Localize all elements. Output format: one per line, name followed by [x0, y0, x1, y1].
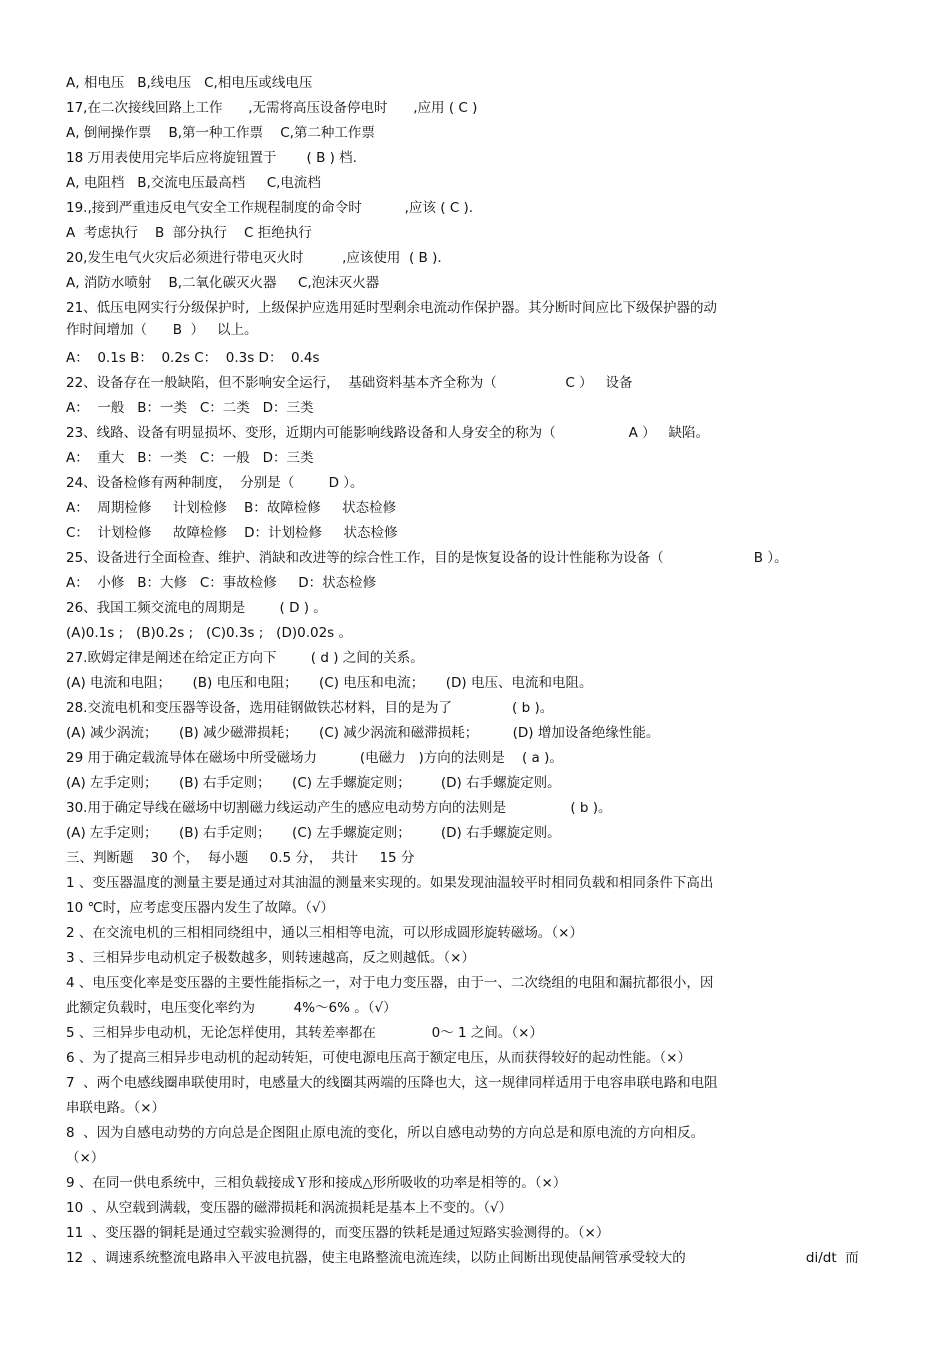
- text-line: A： 0.1s B： 0.2s C： 0.3s D： 0.4s: [66, 350, 320, 366]
- text-line: A： 周期检修 计划检修 B：故障检修 状态检修: [66, 500, 397, 516]
- text-line: (A) 左手定则； (B) 右手定则； (C) 左手螺旋定则； (D) 右手螺旋定则。: [66, 775, 561, 791]
- text-line: （×）: [66, 1150, 105, 1166]
- text-line: 5 、三相异步电动机，无论怎样使用，其转差率都在 0～ 1 之间。（×）: [66, 1025, 543, 1041]
- text-line: 12 、调速系统整流电路串入平波电抗器，使主电路整流电流连续，以防止间断出现使晶闸管承受较大的 di/dt 而: [66, 1250, 859, 1266]
- text-line: A, 倒闸操作票 B,第一种工作票 C,第二种工作票: [66, 125, 375, 141]
- text-line: 20,发生电气火灾后必须进行带电灭火时 ,应该使用 ( B ).: [66, 250, 442, 266]
- text-line: (A)0.1s ; (B)0.2s ; (C)0.3s ; (D)0.02s 。: [66, 625, 352, 641]
- text-line: A, 相电压 B,线电压 C,相电压或线电压: [66, 75, 313, 91]
- text-line: A： 重大 B：一类 C：一般 D：三类: [66, 450, 314, 466]
- text-line: 11 、变压器的铜耗是通过空载实验测得的，而变压器的铁耗是通过短路实验测得的。（×）: [66, 1225, 610, 1241]
- text-line: 10 、从空载到满载，变压器的磁滞损耗和涡流损耗是基本上不变的。（√）: [66, 1200, 513, 1216]
- text-line: 3 、三相异步电动机定子极数越多，则转速越高，反之则越低。（×）: [66, 950, 475, 966]
- text-line: 2 、在交流电机的三相相同绕组中，通以三相相等电流，可以形成圆形旋转磁场。（×）: [66, 925, 583, 941]
- text-line: 18 万用表使用完毕后应将旋钮置于 ( B ) 档.: [66, 150, 357, 166]
- text-line: (A) 减少涡流； (B) 减少磁滞损耗； (C) 减少涡流和磁滞损耗； (D) 增加设备绝缘性能。: [66, 725, 660, 741]
- text-line: A： 一般 B：一类 C：二类 D：三类: [66, 400, 314, 416]
- text-line: 26、我国工频交流电的周期是 ( D ) 。: [66, 600, 327, 616]
- text-line: 21、低压电网实行分级保护时, 上级保护应选用延时型剩余电流动作保护器。其分断时间应比下级保护器的动: [66, 300, 718, 316]
- text-line: 6 、为了提高三相异步电动机的起动转矩，可使电源电压高于额定电压，从而获得较好的起动性能。（×）: [66, 1050, 691, 1066]
- text-line: 三、判断题 30 个， 每小题 0.5 分， 共计 15 分: [66, 850, 415, 866]
- text-line: 此额定负载时，电压变化率约为 4%～6% 。（√）: [66, 1000, 397, 1016]
- text-line: A, 消防水喷射 B,二氧化碳灭火器 C,泡沫灭火器: [66, 275, 380, 291]
- text-line: A, 电阻档 B,交流电压最高档 C,电流档: [66, 175, 321, 191]
- text-line: 19.,接到严重违反电气安全工作规程制度的命令时 ,应该 ( C ).: [66, 200, 474, 216]
- text-line: 4 、电压变化率是变压器的主要性能指标之一，对于电力变压器，由于一、二次绕组的电阻和漏抗都很小，因: [66, 975, 714, 991]
- text-line: 8 、因为自感电动势的方向总是企图阻止原电流的变化，所以自感电动势的方向总是和原电流的方向相反。: [66, 1125, 705, 1141]
- text-line: C： 计划检修 故障检修 D：计划检修 状态检修: [66, 525, 398, 541]
- text-line: 10 ℃时，应考虑变压器内发生了故障。（√）: [66, 900, 334, 916]
- text-line: 24、设备检修有两种制度， 分别是（ D ）。: [66, 475, 364, 491]
- text-line: (A) 电流和电阻； (B) 电压和电阻； (C) 电压和电流； (D) 电压、电流和电阻。: [66, 675, 593, 691]
- text-line: 25、设备进行全面检查、维护、消缺和改进等的综合性工作，目的是恢复设备的设计性能称为设备（ B ）。: [66, 550, 788, 566]
- text-line: 29 用于确定载流导体在磁场中所受磁场力 (电磁力 )方向的法则是 ( a )。: [66, 750, 563, 766]
- text-line: A 考虑执行 B 部分执行 C 拒绝执行: [66, 225, 312, 241]
- text-line: 27.欧姆定律是阐述在给定正方向下 ( d ) 之间的关系。: [66, 650, 424, 666]
- text-line: A： 小修 B：大修 C：事故检修 D：状态检修: [66, 575, 377, 591]
- text-line: 23、线路、设备有明显损坏、变形，近期内可能影响线路设备和人身安全的称为（ A ） 缺陷。: [66, 425, 710, 441]
- text-line: (A) 左手定则； (B) 右手定则； (C) 左手螺旋定则； (D) 右手螺旋定则。: [66, 825, 561, 841]
- text-line: 17,在二次接线回路上工作 ,无需将高压设备停电时 ,应用 ( C ): [66, 100, 478, 116]
- text-line: 22、设备存在一般缺陷，但不影响安全运行， 基础资料基本齐全称为（ C ） 设备: [66, 375, 633, 391]
- text-line: 30.用于确定导线在磁场中切割磁力线运动产生的感应电动势方向的法则是 ( b )。: [66, 800, 612, 816]
- text-line: 28.交流电机和变压器等设备，选用硅钢做铁芯材料，目的是为了 ( b )。: [66, 700, 554, 716]
- text-line: 作时间增加（ B ） 以上。: [66, 322, 258, 338]
- text-line: 串联电路。（×）: [66, 1100, 166, 1116]
- text-line: 7 、两个电感线圈串联使用时，电感量大的线圈其两端的压降也大，这一规律同样适用于电容串联电路和电阻: [66, 1075, 718, 1091]
- text-line: 1 、变压器温度的测量主要是通过对其油温的测量来实现的。如果发现油温较平时相同负载和相同条件下高出: [66, 875, 714, 891]
- text-line: 9 、在同一供电系统中，三相负载接成Ｙ形和接成△形所吸收的功率是相等的。（×）: [66, 1175, 567, 1191]
